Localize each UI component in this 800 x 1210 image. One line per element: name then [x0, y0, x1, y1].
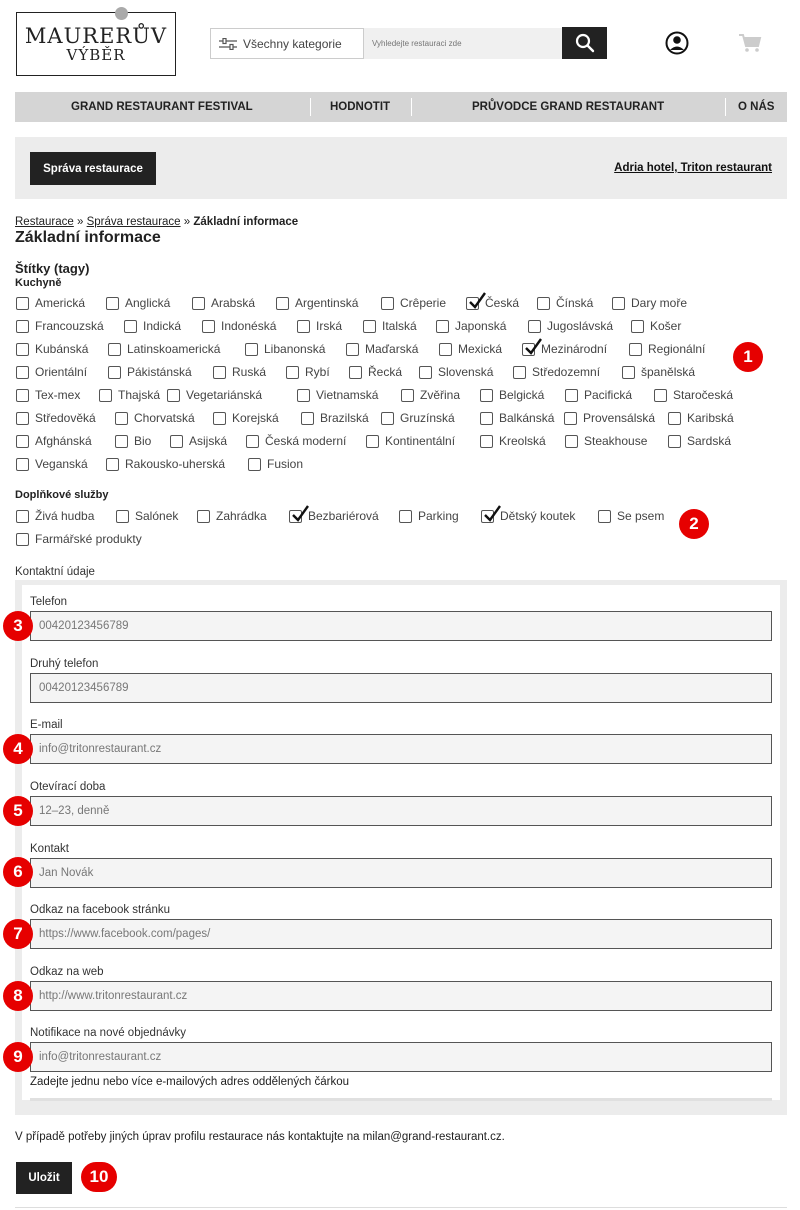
checkbox-zverina[interactable] — [401, 388, 460, 402]
checkbox-label: Sardská — [687, 434, 732, 448]
checkbox-detsky-koutek[interactable] — [481, 509, 575, 523]
checkbox-box[interactable] — [480, 389, 493, 402]
checkbox-box[interactable] — [16, 297, 29, 310]
checkbox-label: Kubánská — [35, 342, 89, 356]
checkbox-box[interactable] — [286, 366, 299, 379]
checkbox-box[interactable] — [108, 343, 121, 356]
email-label: E-mail — [30, 719, 63, 731]
checkbox-label: Kontinentální — [385, 434, 456, 448]
checkbox-gruzinska[interactable] — [381, 411, 455, 425]
email-input[interactable] — [30, 734, 772, 764]
checkbox-argentinska[interactable] — [276, 296, 358, 310]
checkmark-icon — [483, 505, 501, 523]
checkbox-label: Kreolská — [499, 434, 546, 448]
checkbox-ceska-moderni[interactable] — [246, 434, 346, 448]
checkbox-zahradka[interactable] — [197, 509, 267, 523]
checkbox-box[interactable] — [565, 435, 578, 448]
checkbox-label: Jugoslávská — [547, 319, 614, 333]
checkbox-box[interactable] — [197, 510, 210, 523]
checkbox-arabska[interactable] — [192, 296, 255, 310]
checkbox-kontinentalni[interactable] — [366, 434, 455, 448]
checkbox-korejska[interactable] — [213, 411, 279, 425]
checkbox-label: Japonská — [455, 319, 507, 333]
checkbox-box[interactable] — [116, 510, 129, 523]
checkbox-box[interactable] — [522, 343, 535, 356]
checkbox-box[interactable] — [622, 366, 635, 379]
facebook-link-label: Odkaz na facebook stránku — [30, 904, 170, 916]
checkbox-label: Řecká — [368, 365, 403, 379]
checkbox-box[interactable] — [528, 320, 541, 333]
checkbox-box[interactable] — [289, 510, 302, 523]
save-button[interactable]: Uložit — [16, 1162, 72, 1194]
nav-divider — [411, 98, 412, 116]
checkbox-pakistanska[interactable] — [108, 365, 192, 379]
breadcrumb-current: Základní informace — [193, 216, 299, 228]
main-nav — [15, 92, 787, 122]
checkbox-fusion[interactable] — [248, 457, 303, 471]
checkbox-kubanska[interactable] — [16, 342, 88, 356]
cart-icon[interactable] — [738, 33, 762, 56]
checkbox-label: Vegetariánská — [186, 388, 263, 402]
checkbox-tex-mex[interactable] — [16, 388, 80, 402]
checkbox-se-psem[interactable] — [598, 509, 664, 523]
phone-label: Telefon — [30, 596, 68, 608]
checkbox-indoneska[interactable] — [202, 319, 276, 333]
annotation-badge-2: 2 — [679, 509, 709, 539]
annotation-badge-10: 10 — [81, 1162, 117, 1192]
checkbox-label: Latinskoamerická — [127, 342, 221, 356]
checkbox-box[interactable] — [381, 297, 394, 310]
checkbox-label: Česká — [485, 296, 520, 310]
checkbox-indicka[interactable] — [124, 319, 181, 333]
checkmark-icon — [468, 292, 486, 310]
checkbox-americka[interactable] — [16, 296, 85, 310]
checkbox-box[interactable] — [16, 412, 29, 425]
checkbox-label: Staročeská — [673, 388, 734, 402]
checkbox-box[interactable] — [245, 343, 258, 356]
restaurant-management-button[interactable]: Správa restaurace — [30, 152, 156, 185]
nav-item-about[interactable]: O NÁS — [738, 101, 775, 113]
annotation-badge-3: 3 — [3, 611, 33, 641]
checkbox-label: Maďarská — [365, 342, 419, 356]
checkbox-bio[interactable] — [115, 434, 151, 448]
checkbox-label: Farmářské produkty — [35, 532, 142, 546]
checkbox-japonska[interactable] — [436, 319, 506, 333]
checkbox-afghanska[interactable] — [16, 434, 92, 448]
checkbox-spanelska[interactable] — [622, 365, 695, 379]
nav-item-guide[interactable]: PRŮVODCE GRAND RESTAURANT — [472, 101, 665, 113]
annotation-badge-8: 8 — [3, 981, 33, 1011]
checkbox-belgicka[interactable] — [480, 388, 544, 402]
checkbox-veganska[interactable] — [16, 457, 88, 471]
services-heading: Doplňkové služby — [15, 489, 109, 501]
logo-line2: VÝBĚR — [66, 45, 126, 64]
annotation-badge-4: 4 — [3, 734, 33, 764]
restaurant-link[interactable]: Adria hotel, Triton restaurant — [614, 162, 772, 174]
annotation-badge-9: 9 — [3, 1042, 33, 1072]
web-link-input[interactable] — [30, 981, 772, 1011]
checkbox-label: Se psem — [617, 509, 665, 523]
notification-email-label: Notifikace na nové objednávky — [30, 1027, 186, 1039]
checkbox-regionalni[interactable] — [629, 342, 705, 356]
checkbox-label: Středozemní — [532, 365, 601, 379]
checkbox-box[interactable] — [363, 320, 376, 333]
checkbox-label: Mezinárodní — [541, 342, 608, 356]
checkbox-box[interactable] — [399, 510, 412, 523]
checkbox-label: Rakousko-uherská — [125, 457, 226, 471]
logo-dot-icon — [115, 7, 128, 20]
checkbox-label: Fusion — [267, 457, 304, 471]
checkbox-box[interactable] — [480, 435, 493, 448]
checkbox-label: Crêperie — [400, 296, 447, 310]
checkbox-ruska[interactable] — [213, 365, 266, 379]
checkbox-box[interactable] — [246, 435, 259, 448]
checkbox-box[interactable] — [301, 412, 314, 425]
divider — [15, 1207, 787, 1208]
contact-heading: Kontaktní údaje — [15, 566, 95, 578]
checkbox-thajska[interactable] — [99, 388, 160, 402]
checkbox-box[interactable] — [381, 412, 394, 425]
checkbox-box[interactable] — [16, 320, 29, 333]
checkbox-label: Irská — [316, 319, 343, 333]
checkbox-irska[interactable] — [297, 319, 342, 333]
checkbox-box[interactable] — [106, 458, 119, 471]
checkbox-box[interactable] — [99, 389, 112, 402]
checkbox-box[interactable] — [16, 533, 29, 546]
checkbox-label: Libanonská — [264, 342, 326, 356]
checkbox-box[interactable] — [16, 389, 29, 402]
second-phone-input[interactable] — [30, 673, 772, 703]
checkbox-label: Středověká — [35, 411, 96, 425]
nav-divider — [725, 98, 726, 116]
checkbox-madarska[interactable] — [346, 342, 418, 356]
checkbox-label: Brazilská — [320, 411, 369, 425]
checkbox-salonek[interactable] — [116, 509, 178, 523]
footer-note: V případě potřeby jiných úprav profilu restaurace nás kontaktujte na milan@grand-restaurant.cz. — [15, 1131, 505, 1143]
checkbox-ziva-hudba[interactable] — [16, 509, 94, 523]
checkbox-label: Pacifická — [584, 388, 633, 402]
checkbox-label: Čínská — [556, 296, 594, 310]
checkbox-label: Steakhouse — [584, 434, 648, 448]
checkbox-label: Vietnamská — [316, 388, 379, 402]
checkbox-mezinarodni[interactable] — [522, 342, 607, 356]
breadcrumb — [15, 216, 298, 228]
nav-divider — [310, 98, 311, 116]
checkbox-box[interactable] — [202, 320, 215, 333]
checkbox-box[interactable] — [115, 435, 128, 448]
checkbox-label: Česká moderní — [265, 434, 347, 448]
checkbox-libanonska[interactable] — [245, 342, 325, 356]
checkbox-box[interactable] — [16, 366, 29, 379]
checkbox-label: Belgická — [499, 388, 545, 402]
checkbox-label: Anglická — [125, 296, 171, 310]
checkbox-box[interactable] — [366, 435, 379, 448]
checkbox-pacificka[interactable] — [565, 388, 632, 402]
checkbox-box[interactable] — [124, 320, 137, 333]
site-logo[interactable] — [16, 12, 176, 76]
breadcrumb-separator: » — [73, 216, 87, 228]
checkbox-slovenska[interactable] — [419, 365, 493, 379]
checkbox-brazilska[interactable] — [301, 411, 369, 425]
search-icon — [575, 33, 595, 53]
annotation-badge-5: 5 — [3, 796, 33, 826]
checkbox-italska[interactable] — [363, 319, 417, 333]
checkbox-box[interactable] — [346, 343, 359, 356]
checkbox-orientalni[interactable] — [16, 365, 87, 379]
checkbox-staroceska[interactable] — [654, 388, 733, 402]
logo-line1: MAURERŮV — [24, 23, 168, 48]
checkbox-box[interactable] — [401, 389, 414, 402]
checkbox-box[interactable] — [668, 412, 681, 425]
annotation-badge-7: 7 — [3, 919, 33, 949]
checkbox-box[interactable] — [297, 320, 310, 333]
checkbox-stredoveka[interactable] — [16, 411, 96, 425]
checkbox-francouzska[interactable] — [16, 319, 104, 333]
checkbox-label: Mexická — [458, 342, 503, 356]
sliders-icon — [219, 38, 237, 50]
checkbox-box[interactable] — [213, 412, 226, 425]
checkbox-label: Ruská — [232, 365, 267, 379]
checkbox-box[interactable] — [192, 297, 205, 310]
checkbox-chorvatska[interactable] — [115, 411, 195, 425]
checkbox-creperie[interactable] — [381, 296, 446, 310]
checkbox-label: Americká — [35, 296, 86, 310]
checkbox-box[interactable] — [276, 297, 289, 310]
checkbox-steakhouse[interactable] — [565, 434, 647, 448]
checkbox-box[interactable] — [564, 412, 577, 425]
checkbox-dary-more[interactable] — [612, 296, 687, 310]
notification-email-input[interactable] — [30, 1042, 772, 1072]
checkbox-label: Francouzská — [35, 319, 104, 333]
checkbox-box[interactable] — [654, 389, 667, 402]
breadcrumb-restaurants[interactable]: Restaurace — [15, 216, 74, 228]
checkbox-label: Zvěřina — [420, 388, 461, 402]
checkbox-farmarske-produkty[interactable] — [16, 532, 142, 546]
checkbox-asijska[interactable] — [170, 434, 227, 448]
checkbox-box[interactable] — [16, 458, 29, 471]
checkbox-box[interactable] — [466, 297, 479, 310]
breadcrumb-separator: » — [180, 216, 194, 228]
tags-heading: Štítky (tagy) — [15, 261, 90, 276]
checkbox-box[interactable] — [16, 435, 29, 448]
checkbox-label: Košer — [650, 319, 682, 333]
checkbox-label: Asijská — [189, 434, 228, 448]
checkbox-box[interactable] — [439, 343, 452, 356]
checkbox-karibska[interactable] — [668, 411, 734, 425]
facebook-link-input[interactable] — [30, 919, 772, 949]
checkbox-label: Indická — [143, 319, 182, 333]
checkbox-vietnamska[interactable] — [297, 388, 378, 402]
category-select[interactable] — [210, 28, 364, 59]
cuisine-heading: Kuchyně — [15, 277, 62, 289]
opening-hours-input[interactable] — [30, 796, 772, 826]
checkbox-label: Rybí — [305, 365, 330, 379]
checkbox-latinskoamericka[interactable] — [108, 342, 220, 356]
checkbox-parking[interactable] — [399, 509, 459, 523]
checkbox-box[interactable] — [598, 510, 611, 523]
checkbox-box[interactable] — [668, 435, 681, 448]
checkbox-provensalska[interactable] — [564, 411, 655, 425]
checkbox-label: Chorvatská — [134, 411, 195, 425]
annotation-badge-1: 1 — [733, 342, 763, 372]
nav-item-rate[interactable]: HODNOTIT — [330, 101, 391, 113]
user-account-icon[interactable] — [665, 31, 689, 58]
opening-hours-label: Otevírací doba — [30, 781, 106, 793]
checkbox-label: Parking — [418, 509, 459, 523]
checkbox-label: Bezbariérová — [308, 509, 379, 523]
checkbox-balkanska[interactable] — [480, 411, 554, 425]
checkbox-box[interactable] — [513, 366, 526, 379]
second-phone-label: Druhý telefon — [30, 658, 99, 670]
checkbox-box[interactable] — [167, 389, 180, 402]
checkbox-label: Dary moře — [631, 296, 688, 310]
search-button[interactable] — [562, 27, 607, 59]
checkbox-label: Živá hudba — [35, 509, 95, 523]
checkbox-label: Thajská — [118, 388, 161, 402]
checkbox-koser[interactable] — [631, 319, 681, 333]
annotation-badge-6: 6 — [3, 857, 33, 887]
checkbox-box[interactable] — [537, 297, 550, 310]
nav-item-festival[interactable]: GRAND RESTAURANT FESTIVAL — [71, 101, 253, 113]
checkbox-vegetarianska[interactable] — [167, 388, 262, 402]
checkbox-label: Italská — [382, 319, 417, 333]
management-bar — [15, 137, 787, 199]
checkbox-box[interactable] — [436, 320, 449, 333]
checkbox-jugoslavska[interactable] — [528, 319, 613, 333]
category-select-label: Všechny kategorie — [243, 36, 342, 51]
checkbox-box[interactable] — [631, 320, 644, 333]
checkbox-box[interactable] — [213, 366, 226, 379]
phone-input[interactable] — [30, 611, 772, 641]
page-title: Základní informace — [15, 229, 161, 246]
checkbox-label: Slovenská — [438, 365, 494, 379]
checkbox-label: Argentinská — [295, 296, 359, 310]
checkbox-label: Balkánská — [499, 411, 555, 425]
checkbox-rakousko-uherska[interactable] — [106, 457, 225, 471]
checkbox-bezbarierova[interactable] — [289, 509, 379, 523]
checkbox-label: Veganská — [35, 457, 88, 471]
horizontal-scrollbar[interactable] — [30, 1098, 772, 1101]
checkbox-box[interactable] — [629, 343, 642, 356]
checkbox-label: Regionální — [648, 342, 706, 356]
site-header — [0, 0, 800, 90]
checkbox-box[interactable] — [349, 366, 362, 379]
checkbox-label: Tex-mex — [35, 388, 81, 402]
checkbox-recka[interactable] — [349, 365, 402, 379]
contact-panel-inner — [22, 585, 780, 1100]
checkbox-label: Arabská — [211, 296, 256, 310]
checkbox-label: Korejská — [232, 411, 279, 425]
checkbox-box[interactable] — [108, 366, 121, 379]
checkbox-label: Salónek — [135, 509, 179, 523]
checkbox-kreolska[interactable] — [480, 434, 546, 448]
checkbox-label: Afghánská — [35, 434, 92, 448]
checkbox-label: španělská — [641, 365, 696, 379]
checkbox-box[interactable] — [565, 389, 578, 402]
checkbox-label: Pákistánská — [127, 365, 192, 379]
contact-person-label: Kontakt — [30, 843, 69, 855]
checkbox-box[interactable] — [481, 510, 494, 523]
checkbox-label: Orientální — [35, 365, 88, 379]
checkbox-label: Gruzínská — [400, 411, 455, 425]
checkbox-box[interactable] — [297, 389, 310, 402]
checkbox-box[interactable] — [16, 510, 29, 523]
checkbox-box[interactable] — [115, 412, 128, 425]
checkmark-icon — [524, 338, 542, 356]
web-link-label: Odkaz na web — [30, 966, 104, 978]
notification-hint: Zadejte jednu nebo více e-mailových adres oddělených čárkou — [30, 1076, 349, 1088]
checkbox-label: Karibská — [687, 411, 734, 425]
contact-person-input[interactable] — [30, 858, 772, 888]
checkbox-label: Indonéská — [221, 319, 277, 333]
checkbox-cinska[interactable] — [537, 296, 593, 310]
checkmark-icon — [291, 505, 309, 523]
checkbox-box[interactable] — [248, 458, 261, 471]
checkbox-box[interactable] — [612, 297, 625, 310]
checkbox-label: Bio — [134, 434, 152, 448]
checkbox-box[interactable] — [480, 412, 493, 425]
checkbox-label: Provensálská — [583, 411, 656, 425]
checkbox-box[interactable] — [16, 343, 29, 356]
search-input[interactable] — [364, 28, 562, 59]
checkbox-label: Zahrádka — [216, 509, 267, 523]
checkbox-label: Dětský koutek — [500, 509, 576, 523]
checkbox-mexicka[interactable] — [439, 342, 502, 356]
checkbox-ceska[interactable] — [466, 296, 519, 310]
checkbox-box[interactable] — [419, 366, 432, 379]
breadcrumb-management[interactable]: Správa restaurace — [86, 216, 181, 228]
checkbox-anglicka[interactable] — [106, 296, 170, 310]
checkbox-sardska[interactable] — [668, 434, 731, 448]
checkbox-box[interactable] — [106, 297, 119, 310]
checkbox-box[interactable] — [170, 435, 183, 448]
checkbox-rybi[interactable] — [286, 365, 330, 379]
checkbox-stredozemni[interactable] — [513, 365, 600, 379]
